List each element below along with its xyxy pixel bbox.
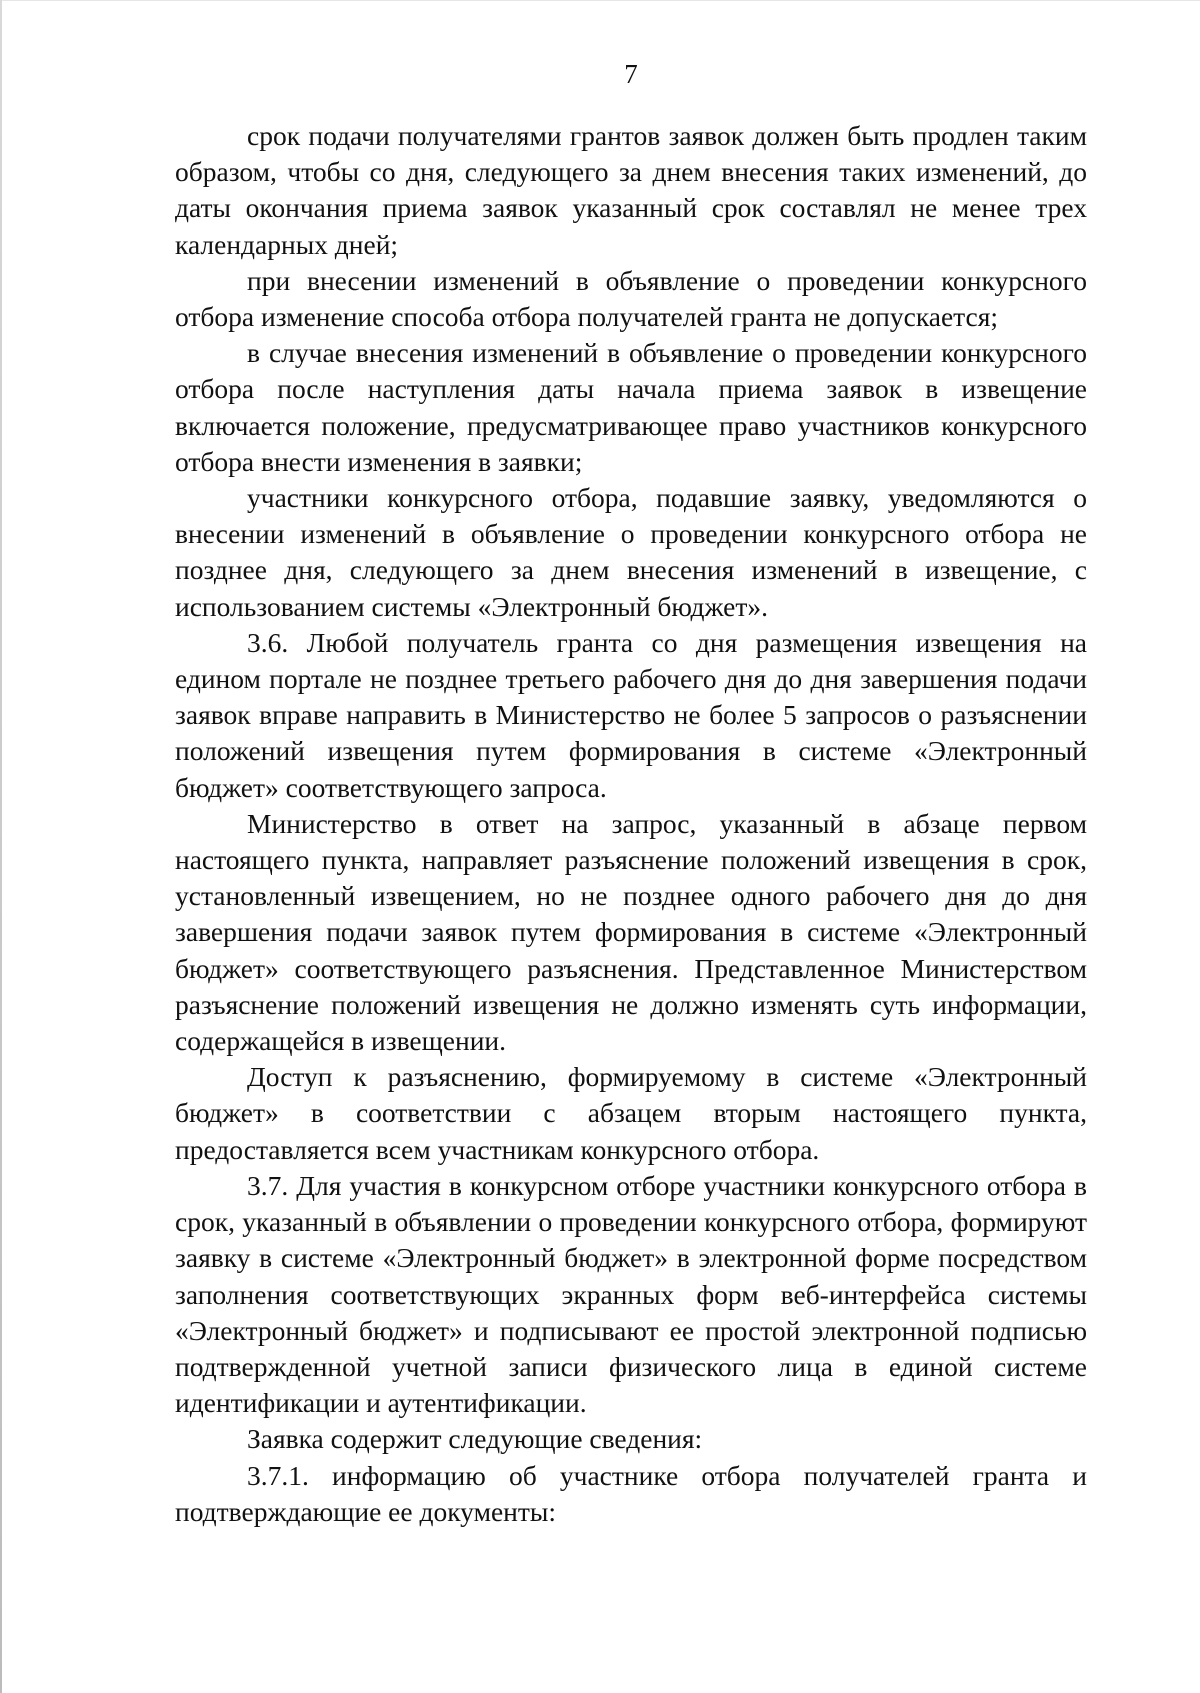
paragraph-selection-method: при внесении изменений в объявление о проведении конкурсного отбора изменение способа отбора получателей гранта не допускается; (175, 264, 1087, 333)
paragraph-section-3-7: 3.7. Для участия в конкурсном отборе участники конкурсного отбора в срок, указанный в объявлении о проведении конкурсного отбора, формируют заявку в системе «Электронный бюджет» в электронной форме посредством заполнения соответствующих экранных форм веб-интерфейса системы «Электронный бюджет» и подписывают ее простой электронной подписью подтвержденной учетной записи физического лица в единой системе идентификации и аутентификации. (175, 1169, 1087, 1419)
paragraph-changes-after-start: в случае внесения изменений в объявление о проведении конкурсного отбора после наступления даты начала приема заявок в извещение включается положение, предусматривающее право участников конкурсного отбора внести изменения в заявки; (175, 337, 1087, 477)
paragraph-participant-notification: участники конкурсного отбора, подавшие заявку, уведомляются о внесении изменений в объявление о проведении конкурсного отбора не позднее дня, следующего за днем внесения изменений в извещение, с использованием системы «Электронный бюджет». (175, 482, 1087, 622)
scan-top-edge (0, 0, 1200, 1)
page-number: 7 (624, 59, 638, 89)
document-body (175, 118, 1087, 1530)
paragraph-section-3-6: 3.6. Любой получатель гранта со дня размещения извещения на едином портале не позднее третьего рабочего дня до дня завершения подачи заявок вправе направить в Министерство не более 5 запросов о разъяснении положений извещения путем формирования в системе «Электронный бюджет» соответствующего запроса. (175, 626, 1087, 803)
paragraph-deadline-extension: срок подачи получателями грантов заявок должен быть продлен таким образом, чтобы со дня, следующего за днем внесения таких изменений, до даты окончания приема заявок указанный срок составлял не менее трех календарных дней; (175, 120, 1087, 260)
scan-left-edge (0, 0, 2, 1693)
paragraph-access-to-clarification: Доступ к разъяснению, формируемому в системе «Электронный бюджет» в соответствии с абзацем вторым настоящего пункта, предоставляется всем участникам конкурсного отбора. (175, 1061, 1087, 1165)
paragraph-application-contents: Заявка содержит следующие сведения: (247, 1423, 703, 1455)
paragraph-section-3-7-1: 3.7.1. информацию об участнике отбора получателей гранта и подтверждающие ее документы: (175, 1459, 1087, 1527)
paragraph-ministry-response: Министерство в ответ на запрос, указанный в абзаце первом настоящего пункта, направляет разъяснение положений извещения в срок, установленный извещением, но не позднее одного рабочего дня до дня завершения подачи заявок путем формирования в системе «Электронный бюджет» соответствующего разъяснения. Представленное Министерством разъяснение положений извещения не должно изменять суть информации, содержащейся в извещении. (175, 807, 1087, 1057)
